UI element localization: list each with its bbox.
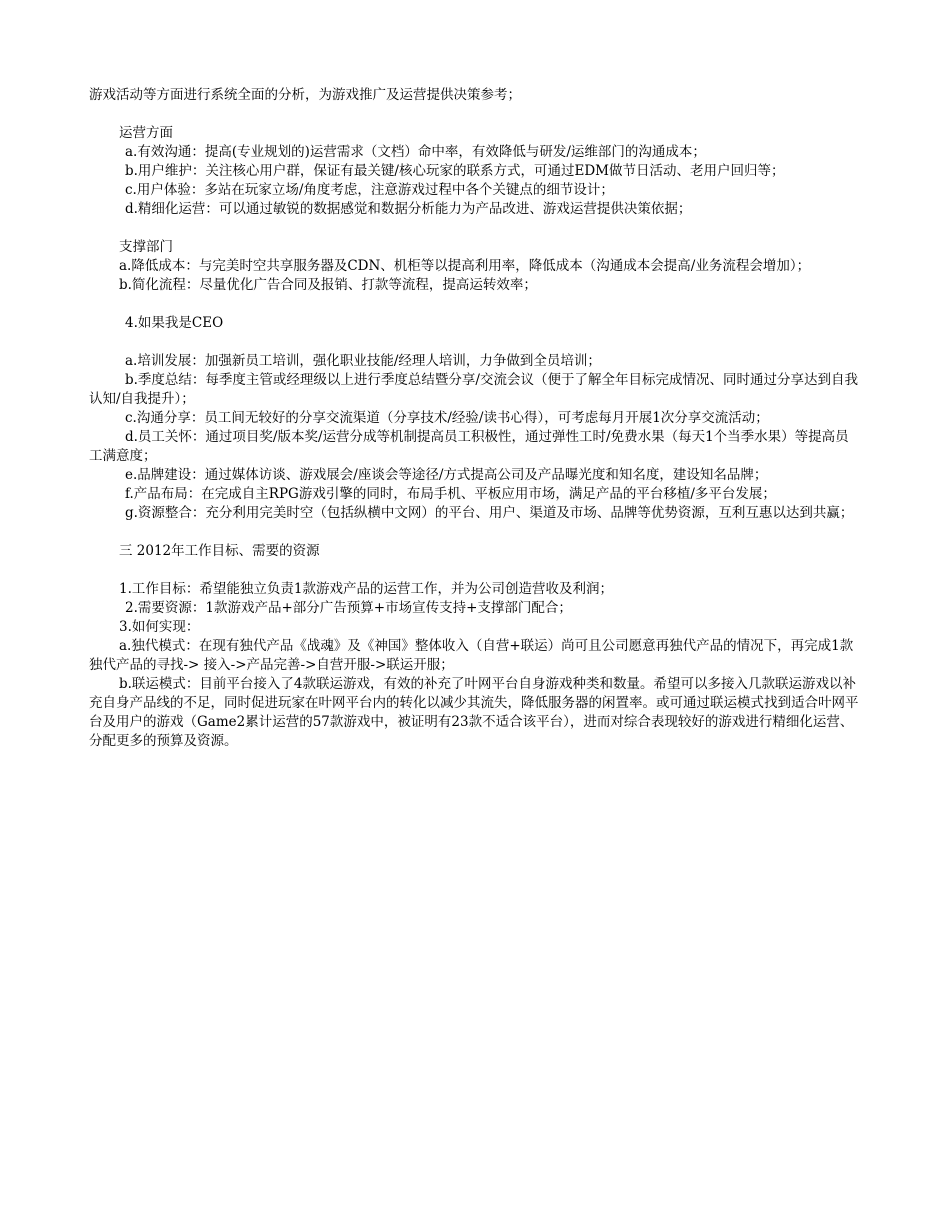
support-item-a: a.降低成本：与完美时空共享服务器及CDN、机柜等以提高利用率，降低成本（沟通成本会提高/业务流程会增加）； — [119, 258, 811, 274]
operations-item-c: c.用户体验：多站在玩家立场/角度考虑，注意游戏过程中各个关键点的细节设计； — [125, 182, 614, 198]
spacer — [89, 219, 862, 238]
ceo-item-f: f.产品布局：在完成自主RPG游戏引擎的同时，布局手机、平板应用市场，满足产品的平台移植/多平台发展； — [125, 486, 776, 502]
operations-item-b: b.用户维护：关注核心用户群，保证有最关键/核心玩家的联系方式，可通过EDM做节日活动、老用户回归等； — [125, 163, 785, 179]
section3-goal: 1.工作目标：希望能独立负责1款游戏产品的运营工作，并为公司创造营收及利润； — [119, 581, 613, 597]
spacer — [89, 333, 862, 352]
ceo-item-b: b.季度总结：每季度主管或经理级以上进行季度总结暨分享/交流会议（便于了解全年目标完成情况、同时通过分享达到自我认知/自我提升）； — [89, 372, 858, 407]
ceo-item-g: g.资源整合：充分利用完美时空（包括纵横中文网）的平台、用户、渠道及市场、品牌等优势资源，互利互惠以达到共赢； — [125, 505, 854, 521]
spacer — [89, 105, 862, 124]
spacer — [89, 561, 862, 580]
spacer — [89, 523, 862, 542]
section3-heading: 三 2012年工作目标、需要的资源 — [119, 543, 320, 559]
ceo-item-a: a.培训发展：加强新员工培训，强化职业技能/经理人培训，力争做到全员培训； — [125, 353, 601, 369]
section3-item-b: b.联运模式：目前平台接入了4款联运游戏，有效的补充了叶网平台自身游戏种类和数量。希望可以多接入几款联运游戏以补充自身产品线的不足，同时促进玩家在叶网平台内的转化以减少其流失，降低服务器的闲置率。或可通过联运模式找到适合叶网平台及用户的游戏（Game2累计运营的57款游戏中，被证明有23款不适合该平台），进而对综合表现较好的游戏进行精细化运营、分配更多的预算及资源。 — [89, 676, 859, 749]
operations-item-a: a.有效沟通：提高(专业规划的)运营需求（文档）命中率，有效降低与研发/运维部门的沟通成本； — [125, 144, 706, 160]
support-item-b: b.简化流程：尽量优化广告合同及报销、打款等流程，提高运转效率； — [119, 277, 537, 293]
ceo-item-d: d.员工关怀：通过项目奖/版本奖/运营分成等机制提高员工积极性，通过弹性工时/免费水果（每天1个当季水果）等提高员工满意度； — [89, 429, 849, 464]
section3-resources: 2.需要资源：1款游戏产品+部分广告预算+市场宣传支持+支撑部门配合； — [125, 600, 572, 616]
ceo-item-c: c.沟通分享：员工间无较好的分享交流渠道（分享技术/经验/读书心得），可考虑每月开展1次分享交流活动； — [125, 410, 769, 426]
section3-item-a: a.独代模式：在现有独代产品《战魂》及《神国》整体收入（自营+联运）尚可且公司愿意再独代产品的情况下，再完成1款独代产品的寻找-> 接入->产品完善->自营开服->联运开服； — [89, 638, 854, 673]
ceo-heading: 4.如果我是CEO — [125, 315, 224, 331]
operations-heading: 运营方面 — [119, 125, 173, 141]
ceo-item-e: e.品牌建设：通过媒体访谈、游戏展会/座谈会等途径/方式提高公司及产品曝光度和知名度，建设知名品牌； — [125, 467, 768, 483]
section3-how: 3.如何实现： — [119, 619, 200, 635]
intro-line: 游戏活动等方面进行系统全面的分析，为游戏推广及运营提供决策参考； — [89, 87, 521, 103]
spacer — [89, 295, 862, 314]
support-heading: 支撑部门 — [119, 239, 173, 255]
operations-item-d: d.精细化运营：可以通过敏锐的数据感觉和数据分析能力为产品改进、游戏运营提供决策依据； — [125, 201, 692, 217]
